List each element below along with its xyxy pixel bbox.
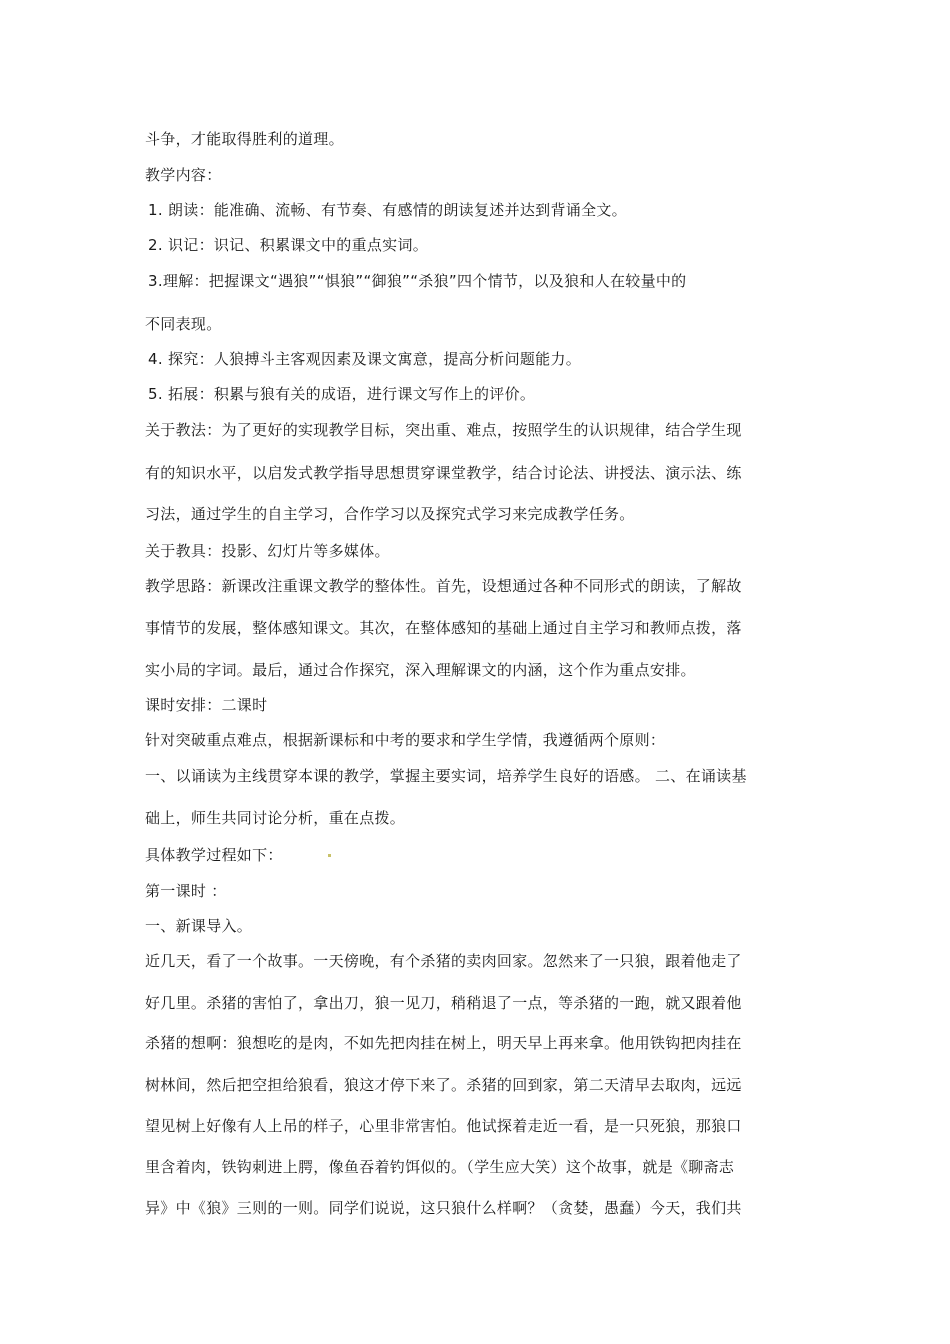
list-item: 5. 拓展：积累与狼有关的成语，进行课文写作上的评价。 xyxy=(148,385,536,403)
list-item: 3.理解：把握课文“遇狼”“惧狼”“御狼”“杀狼”四个情节，以及狼和人在较量中的 xyxy=(148,272,687,290)
list-item: 1. 朗读：能准确、流畅、有节奏、有感情的朗读复述并达到背诵全文。 xyxy=(148,201,627,219)
text-line: 关于教法：为了更好的实现教学目标，突出重、难点，按照学生的认识规律，结合学生现 xyxy=(145,421,742,439)
text-line: 有的知识水平，以启发式教学指导思想贯穿课堂教学，结合讨论法、讲授法、演示法、练 xyxy=(145,464,742,482)
text-line: 实小局的字词。最后，通过合作探究，深入理解课文的内涵，这个作为重点安排。 xyxy=(145,661,696,679)
text-line: 针对突破重点难点，根据新课标和中考的要求和学生学情，我遵循两个原则： xyxy=(145,731,666,749)
text-line: 斗争，才能取得胜利的道理。 xyxy=(145,130,344,148)
text-line: 具体教学过程如下： xyxy=(145,846,283,864)
text-line: 好几里。杀猪的害怕了，拿出刀，狼一见刀，稍稍退了一点，等杀猪的一跑，就又跟着他 xyxy=(145,994,742,1012)
text-line: 不同表现。 xyxy=(145,315,222,333)
text-line: 里含着肉，铁钩刺进上腭，像鱼吞着钓饵似的。（学生应大笑）这个故事，就是《聊斋志 xyxy=(145,1158,735,1176)
text-line: 第一课时 ： xyxy=(145,882,227,900)
list-item: 2. 识记：识记、积累课文中的重点实词。 xyxy=(148,236,429,254)
text-line: 习法，通过学生的自主学习，合作学习以及探究式学习来完成教学任务。 xyxy=(145,505,635,523)
scan-speck xyxy=(328,854,331,857)
text-line: 近几天，看了一个故事。一天傍晚，有个杀猪的卖肉回家。忽然来了一只狼，跟着他走了 xyxy=(145,952,742,970)
text-line: 一、新课导入。 xyxy=(145,917,253,935)
text-line: 一、以诵读为主线贯穿本课的教学，掌握主要实词，培养学生良好的语感。 二、在诵读基 xyxy=(145,767,747,785)
text-line: 课时安排：二课时 xyxy=(145,696,268,714)
text-line: 事情节的发展，整体感知课文。其次，在整体感知的基础上通过自主学习和教师点拨，落 xyxy=(145,619,742,637)
list-item: 4. 探究：人狼搏斗主客观因素及课文寓意，提高分析问题能力。 xyxy=(148,350,582,368)
text-line: 教学思路：新课改注重课文教学的整体性。首先，设想通过各种不同形式的朗读，了解故 xyxy=(145,577,742,595)
text-line: 础上，师生共同讨论分析，重在点拨。 xyxy=(145,809,406,827)
text-line: 杀猪的想啊：狼想吃的是肉，不如先把肉挂在树上，明天早上再来拿。他用铁钩把肉挂在 xyxy=(145,1034,742,1052)
text-line: 关于教具：投影、幻灯片等多媒体。 xyxy=(145,542,390,560)
section-heading: 教学内容： xyxy=(145,166,222,184)
text-line: 望见树上好像有人上吊的样子，心里非常害怕。他试探着走近一看，是一只死狼，那狼口 xyxy=(145,1117,742,1135)
text-line: 异》中《狼》三则的一则。同学们说说，这只狼什么样啊？（贪婪，愚蠢）今天，我们共 xyxy=(145,1199,742,1217)
text-line: 树林间，然后把空担给狼看，狼这才停下来了。杀猪的回到家，第二天清早去取肉，远远 xyxy=(145,1076,742,1094)
